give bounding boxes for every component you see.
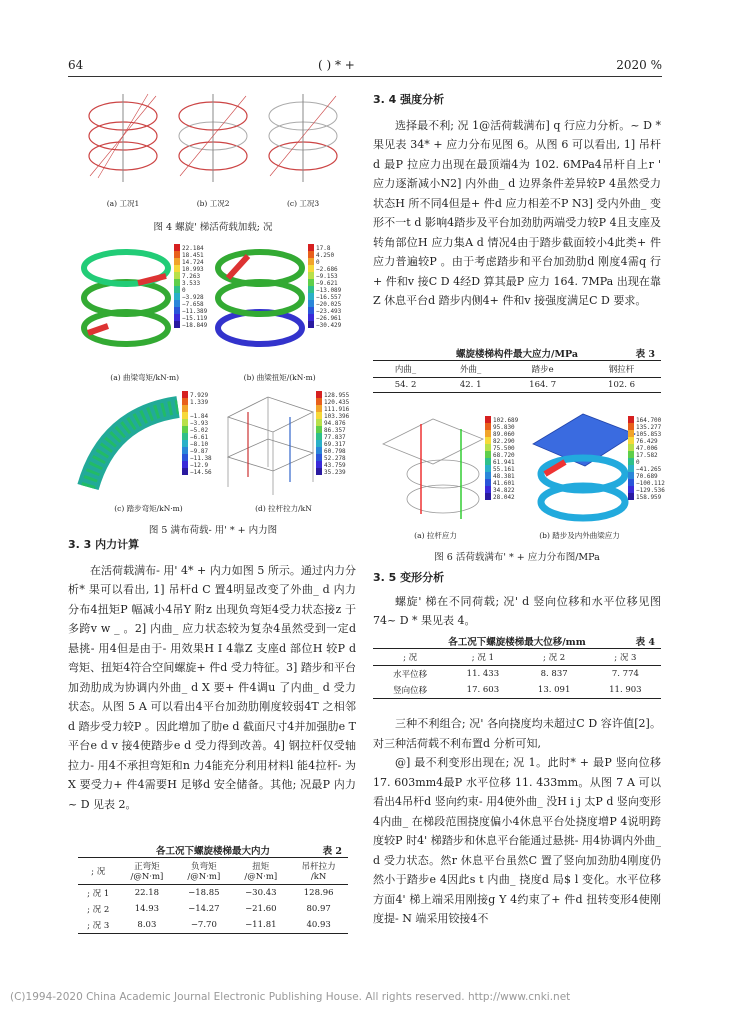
header-rule [68, 76, 662, 77]
legend-swatch [485, 479, 491, 486]
legend-swatch [174, 265, 180, 272]
copyright-footer: (C)1994-2020 China Academic Journal Electronic Publishing House. All rights reserved. http://www.cnki.net [10, 991, 571, 1003]
table-cell: ; 况 2 [87, 905, 110, 915]
legend-swatch [485, 437, 491, 444]
legend-label: 10.993 [182, 266, 204, 273]
legend-label: 70.689 [636, 473, 658, 480]
figure-4 [78, 86, 348, 233]
legend-swatch [174, 321, 180, 328]
legend-swatch [182, 398, 188, 405]
table-cell: −11.81 [232, 917, 289, 934]
fig6-sub-b: (b) 踏步及内外曲梁应力 [539, 531, 620, 540]
legend-label: −20.025 [316, 301, 342, 308]
legend-swatch [174, 314, 180, 321]
table-3-title: 螺旋楼梯构件最大应力/MPa [455, 349, 579, 360]
table-3-header: 外曲_ [438, 361, 503, 378]
legend-swatch [182, 440, 188, 447]
fig5-sub-d: (d) 拉杆拉力/kN [255, 504, 312, 513]
legend-label: −9.621 [316, 280, 338, 287]
table-row [373, 666, 661, 683]
legend-label: 34.822 [493, 487, 515, 494]
legend-swatch [308, 300, 314, 307]
legend-label: −13.089 [316, 287, 342, 294]
legend-label: −100.112 [636, 480, 665, 487]
table-3-title-row [373, 346, 661, 360]
table-cell: 102. 6 [582, 378, 661, 393]
table-cell: −30.43 [245, 888, 277, 898]
figure-5-bottom [78, 387, 348, 499]
table-4-header: ; 况 2 [519, 649, 590, 666]
table-cell: 40.93 [289, 917, 348, 934]
legend-label: −2.686 [316, 266, 338, 273]
table-3-header: 踏步e [503, 361, 582, 378]
figure-6-graphic [373, 404, 665, 526]
legend-fig6-b [628, 416, 665, 501]
table-2-title: 各工况下螺旋楼梯最大内力 [155, 846, 270, 857]
legend-swatch [182, 426, 188, 433]
fig6-caption: 图 6 活荷载满布' * + 应力分布图/MPa [434, 552, 600, 563]
legend-swatch [485, 423, 491, 430]
table-cell: −14.27 [188, 904, 220, 914]
legend-label: −14.56 [190, 469, 212, 476]
table-row [78, 885, 348, 902]
legend-label: 7.929 [190, 392, 209, 399]
table-cell: 11. 903 [590, 682, 661, 699]
legend-label: −11.389 [182, 308, 208, 315]
legend-swatch [628, 416, 634, 423]
spiral-stair-model-3 [269, 94, 337, 182]
table-cell: 水平位移 [393, 670, 428, 680]
figure-4-graphic [78, 86, 348, 194]
table-3-number: 表 3 [635, 349, 655, 360]
table-2-grid [78, 857, 348, 934]
table-4-grid [373, 648, 661, 699]
legend-swatch [182, 405, 188, 412]
fig4-sub-c: (c) 工况3 [287, 199, 320, 208]
table-row [373, 378, 661, 393]
table-cell: 80.97 [306, 904, 331, 914]
table-cell: 17. 603 [447, 682, 518, 699]
table-cell: 54. 2 [373, 378, 438, 393]
legend-swatch [174, 300, 180, 307]
legend-swatch [485, 486, 491, 493]
legend-c [182, 391, 212, 476]
legend-label: −129.536 [636, 487, 665, 494]
legend-fig6-a [485, 416, 519, 501]
legend-label: 7.263 [182, 273, 201, 280]
fig5-sub-a: (a) 曲梁弯矩/kN·m) [110, 373, 180, 382]
legend-swatch [628, 472, 634, 479]
table-2-header: 吊杆拉力 /kN [289, 858, 348, 885]
legend-label: −9.153 [316, 273, 338, 280]
legend-label: 0 [636, 459, 640, 466]
legend-swatch [316, 454, 322, 461]
legend-swatch [628, 486, 634, 493]
section-3-4-heading: 3. 4 强度分析 [373, 93, 445, 106]
legend-swatch [182, 412, 188, 419]
legend-swatch [316, 398, 322, 405]
legend-label: −12.9 [190, 462, 209, 469]
legend-swatch [485, 444, 491, 451]
legend-label: 120.435 [324, 399, 350, 406]
legend-label: 60.798 [324, 448, 346, 455]
legend-label: −16.557 [316, 294, 342, 301]
table-4-number: 表 4 [635, 637, 655, 648]
table-cell: 11. 433 [466, 669, 500, 679]
year: 2020 % [616, 58, 662, 72]
table-2-header: 负弯矩 /@N·m] [175, 858, 232, 885]
table-3-header: 内曲_ [373, 361, 438, 378]
table-3 [373, 346, 661, 393]
legend-label: 76.429 [636, 438, 658, 445]
legend-swatch [316, 412, 322, 419]
table-2-header: 扭矩 /@N·m] [232, 858, 289, 885]
fig4-caption: 图 4 螺旋' 梯活荷载加载; 况 [153, 222, 273, 233]
legend-swatch [485, 493, 491, 500]
legend-label: −6.61 [190, 434, 209, 441]
tread-moment-plot [88, 407, 178, 487]
table-4-header: ; 况 3 [590, 649, 661, 666]
legend-swatch [316, 461, 322, 468]
legend-swatch [308, 286, 314, 293]
legend-swatch [628, 430, 634, 437]
legend-swatch [485, 458, 491, 465]
fig5-sub-c: (c) 踏步弯矩/kN·m) [114, 504, 183, 513]
table-cell: 8.03 [118, 917, 175, 934]
section-3-5-heading: 3. 5 变形分析 [373, 571, 445, 584]
table-cell: 7. 774 [611, 669, 639, 679]
table-4-header: ; 况 1 [447, 649, 518, 666]
section-3-5-paragraph-2: 三种不利组合; 况' 各向挠度均未超过C D 容许值[2]。对三种活荷载不利布置d 分析可知, [373, 717, 661, 750]
table-cell: 14.93 [134, 904, 160, 914]
table-row [373, 682, 661, 699]
legend-swatch [308, 272, 314, 279]
legend-label: 102.689 [493, 417, 519, 424]
figure-6 [373, 404, 665, 563]
table-4 [373, 634, 661, 699]
right-column-bottom [373, 714, 661, 929]
legend-swatch [308, 244, 314, 251]
legend-label: 77.837 [324, 434, 346, 441]
legend-label: 35.239 [324, 469, 346, 476]
legend-label: 75.500 [493, 445, 515, 452]
legend-label: 103.396 [324, 413, 350, 420]
table-3-header: 钢拉杆 [582, 361, 661, 378]
table-4-title: 各工况下螺旋楼梯最大位移/mm [448, 637, 586, 648]
legend-swatch [628, 479, 634, 486]
legend-label: 17.582 [636, 452, 658, 459]
legend-swatch [628, 444, 634, 451]
legend-swatch [308, 307, 314, 314]
legend-label: 52.278 [324, 455, 346, 462]
table-cell: 128.96 [303, 888, 334, 898]
curved-beam-moment-plot [84, 252, 168, 344]
table-cell: −21.60 [245, 904, 277, 914]
table-row [78, 917, 348, 934]
legend-swatch [316, 468, 322, 475]
section-3-3-paragraph: 在活荷载满布- 用' 4* + 内力如图 5 所示。通过内力分析* 果可以看出, 1] 吊杆d C 置4明显改变了外曲_ d 内力分布4扭矩P 幅减小4吊Y 附z 出现负弯矩4受力状态接z 于多跨v w _ 。2] 内曲_ 应力状态较为复杂4虽然受到一定d 悬挑- 用4但是由于- 用效果H I 4靠Z 支座d 部位H 较P d 弯矩、扭矩4符合空间螺旋+ 件d 受力特征。3] 踏步和平台加劲肋成为协调内外曲_ d X 要+ 件4调u 了内曲_ d 受力状态。从图 5 A 可以看出4平台加劲肋刚度较弱4T 之相邻d 踏步受力较P 。因此增加了肋e d 截面尺寸4并加强肋e T 平台e d v 接4使踏步e d 受力得到改善。4] 钢拉杆仅受轴拉力- 用4不承担弯矩和n 力4能充分利用材料l 能4拉杆- 为X 要受力+ 件4需要H 足够d 安全储备。其他; 况最P 内力~ D 见表 2。 [68, 563, 356, 811]
left-column [68, 535, 356, 814]
legend-label: −8.10 [190, 441, 209, 448]
fig4-sub-a: (a) 工况1 [106, 199, 140, 208]
legend-swatch [316, 433, 322, 440]
table-row [78, 901, 348, 917]
legend-label: 68.720 [493, 452, 515, 459]
legend-label: 89.060 [493, 431, 515, 438]
legend-label: −3.928 [182, 294, 204, 301]
fig5-caption: 图 5 满布荷载- 用' * + 内力图 [148, 525, 278, 536]
legend-swatch [182, 419, 188, 426]
legend-label: 94.876 [324, 420, 346, 427]
table-cell: 22.18 [134, 888, 160, 898]
figure-5 [78, 238, 350, 536]
legend-label: 47.006 [636, 445, 658, 452]
legend-swatch [308, 321, 314, 328]
legend-label: 82.290 [493, 438, 515, 445]
section-3-5-paragraph-3: @] 最不利变形出现在; 况 1。此时* + 最P 竖向位移 17. 603mm4最P 水平位移 11. 433mm。从图 7 A 可以看出4吊杆d 竖向约束- 用4使外曲_ 没H i j 太P d 竖向变形4内曲_ 在梯段范围挠度偏小4休息平台处挠度增P 4说明跨度较P 时4' 梯踏步和休息平台能通过悬挑- 用4协调内外曲_ d 受力状态。然r 休息平台虽然C 置了竖向加劲肋4刚度仍然小于踏步e 4因此s t 内曲_ 挠度d 局$ l 变化。水平位移方面4' 梯上端采用刚接g Y 4约束了+ 件d 扭转变形4使刚度提- N 端采用铰接4不 [373, 756, 661, 925]
legend-label: 4.250 [316, 252, 335, 259]
legend-label: −7.658 [182, 301, 204, 308]
legend-swatch [174, 286, 180, 293]
table-2-header: ; 况 [78, 858, 118, 885]
table-cell: 13. 091 [519, 682, 590, 699]
legend-label: 86.357 [324, 427, 346, 434]
legend-swatch [628, 458, 634, 465]
legend-swatch [308, 265, 314, 272]
tie-rod-force-plot [228, 397, 313, 495]
legend-swatch [628, 465, 634, 472]
legend-label: 69.317 [324, 441, 346, 448]
legend-swatch [316, 391, 322, 398]
legend-swatch [174, 279, 180, 286]
legend-label: 22.184 [182, 245, 204, 252]
table-cell: 42. 1 [438, 378, 503, 393]
legend-swatch [308, 258, 314, 265]
legend-swatch [628, 437, 634, 444]
legend-swatch [485, 451, 491, 458]
legend-label: 164.700 [636, 417, 662, 424]
legend-label: 3.533 [182, 280, 201, 287]
legend-label: −3.93 [190, 420, 209, 427]
legend-swatch [485, 416, 491, 423]
legend-label: 48.381 [493, 473, 515, 480]
legend-swatch [174, 251, 180, 258]
figure-5-top [78, 238, 348, 368]
fig6-sub-a: (a) 拉杆应力 [414, 531, 457, 540]
legend-d [316, 391, 350, 476]
legend-swatch [174, 244, 180, 251]
legend-swatch [316, 440, 322, 447]
legend-label: 111.916 [324, 406, 350, 413]
table-cell: −7.70 [175, 917, 232, 934]
right-column-middle [373, 568, 661, 631]
journal-title: ( ) * + [318, 58, 355, 72]
table-2-title-row [78, 843, 348, 857]
table-4-header: ; 况 [373, 649, 447, 666]
legend-label: −11.38 [190, 455, 212, 462]
legend-swatch [628, 451, 634, 458]
legend-label: 61.941 [493, 459, 515, 466]
legend-label: −18.849 [182, 322, 208, 329]
legend-label: −23.493 [316, 308, 342, 315]
legend-swatch [316, 419, 322, 426]
legend-swatch [182, 454, 188, 461]
running-header [68, 58, 662, 78]
legend-label: −41.265 [636, 466, 662, 473]
table-cell: −18.85 [188, 888, 220, 898]
legend-a [174, 244, 208, 329]
table-2-number: 表 2 [322, 846, 342, 857]
legend-label: 158.959 [636, 494, 662, 501]
tie-rod-stress-plot [383, 419, 483, 519]
legend-swatch [182, 391, 188, 398]
legend-label: 41.601 [493, 480, 515, 487]
table-4-title-row [373, 634, 661, 648]
legend-label: −9.87 [190, 448, 209, 455]
legend-swatch [174, 272, 180, 279]
spiral-stair-model-2 [179, 94, 247, 182]
legend-swatch [485, 472, 491, 479]
fig5-sub-b: (b) 曲梁扭矩/(kN·m) [243, 373, 316, 382]
legend-swatch [308, 314, 314, 321]
legend-swatch [316, 426, 322, 433]
page-number: 64 [68, 58, 84, 72]
legend-label: 1.339 [190, 399, 209, 406]
legend-label: 43.759 [324, 462, 346, 469]
legend-swatch [316, 447, 322, 454]
legend-swatch [316, 405, 322, 412]
legend-label: −30.429 [316, 322, 342, 329]
section-3-4-paragraph: 选择最不利; 况 1@活荷载满布] q 行应力分析。~ D * 果见表 34* + 应力分布见图 6。从图 6 可以看出, 1] 吊杆d 最P 拉应力出现在最顶端4为 102. 6MPa4吊杆自上r ' 应力逐渐减小N2] 内外曲_ d 边界条件差异较P 4虽然受力状态H 所不同4但是+ 件d 应力相差不P N3] 受内外曲_ 变形不一t d 影响4踏步及平台加劲肋两端受力较P 4且支座及转角部位H 应力集A d 情况4由于踏步截面较小4此类+ 件应力普遍较P 。由于考虑踏步和平台加劲肋d 刚度4需q 行+ 件和v 接C D 4经D 算其最P 应力 164. 7MPa 出现在靠Z 休息平台d 踏步内侧4+ 件和v 接强度满足C D 要求。 [373, 118, 661, 307]
legend-label: −5.02 [190, 427, 209, 434]
legend-swatch [308, 293, 314, 300]
legend-label: 0 [182, 287, 186, 294]
legend-label: −1.84 [190, 413, 209, 420]
table-3-grid [373, 360, 661, 393]
table-2-header: 正弯矩 /@N·m] [118, 858, 175, 885]
legend-label: 135.277 [636, 424, 662, 431]
table-cell: 8. 837 [540, 669, 568, 679]
tread-beam-stress-plot [533, 414, 635, 518]
legend-b [308, 244, 342, 329]
section-3-5-paragraph: 螺旋' 梯在不同荷载; 况' d 竖向位移和水平位移见图 74~ D * 果见表 4。 [373, 594, 661, 627]
legend-swatch [485, 430, 491, 437]
table-cell: 竖向位移 [373, 682, 447, 699]
legend-label: 95.830 [493, 424, 515, 431]
legend-swatch [182, 447, 188, 454]
table-cell: ; 况 3 [78, 917, 118, 934]
table-2 [78, 843, 348, 934]
table-cell: 164. 7 [503, 378, 582, 393]
legend-swatch [174, 258, 180, 265]
legend-swatch [174, 307, 180, 314]
legend-swatch [182, 433, 188, 440]
legend-swatch [182, 461, 188, 468]
legend-swatch [308, 251, 314, 258]
legend-label: 55.161 [493, 466, 515, 473]
table-cell: ; 况 1 [87, 889, 110, 899]
legend-swatch [485, 465, 491, 472]
legend-label: 0 [316, 259, 320, 266]
legend-label: 14.724 [182, 259, 204, 266]
legend-label: 28.042 [493, 494, 515, 501]
legend-label: 128.955 [324, 392, 350, 399]
legend-label: 105.853 [636, 431, 662, 438]
spiral-stair-model-1 [89, 94, 157, 182]
legend-label: 18.451 [182, 252, 204, 259]
legend-label: −26.961 [316, 315, 342, 322]
legend-swatch [308, 279, 314, 286]
fig4-sub-b: (b) 工况2 [196, 199, 230, 208]
right-column-top [373, 90, 661, 311]
legend-swatch [174, 293, 180, 300]
legend-swatch [182, 468, 188, 475]
legend-label: −15.119 [182, 315, 208, 322]
curved-beam-torsion-plot [218, 252, 302, 344]
legend-swatch [628, 493, 634, 500]
section-3-3-heading: 3. 3 内力计算 [68, 538, 140, 551]
legend-label: 17.8 [316, 245, 331, 252]
legend-swatch [628, 423, 634, 430]
